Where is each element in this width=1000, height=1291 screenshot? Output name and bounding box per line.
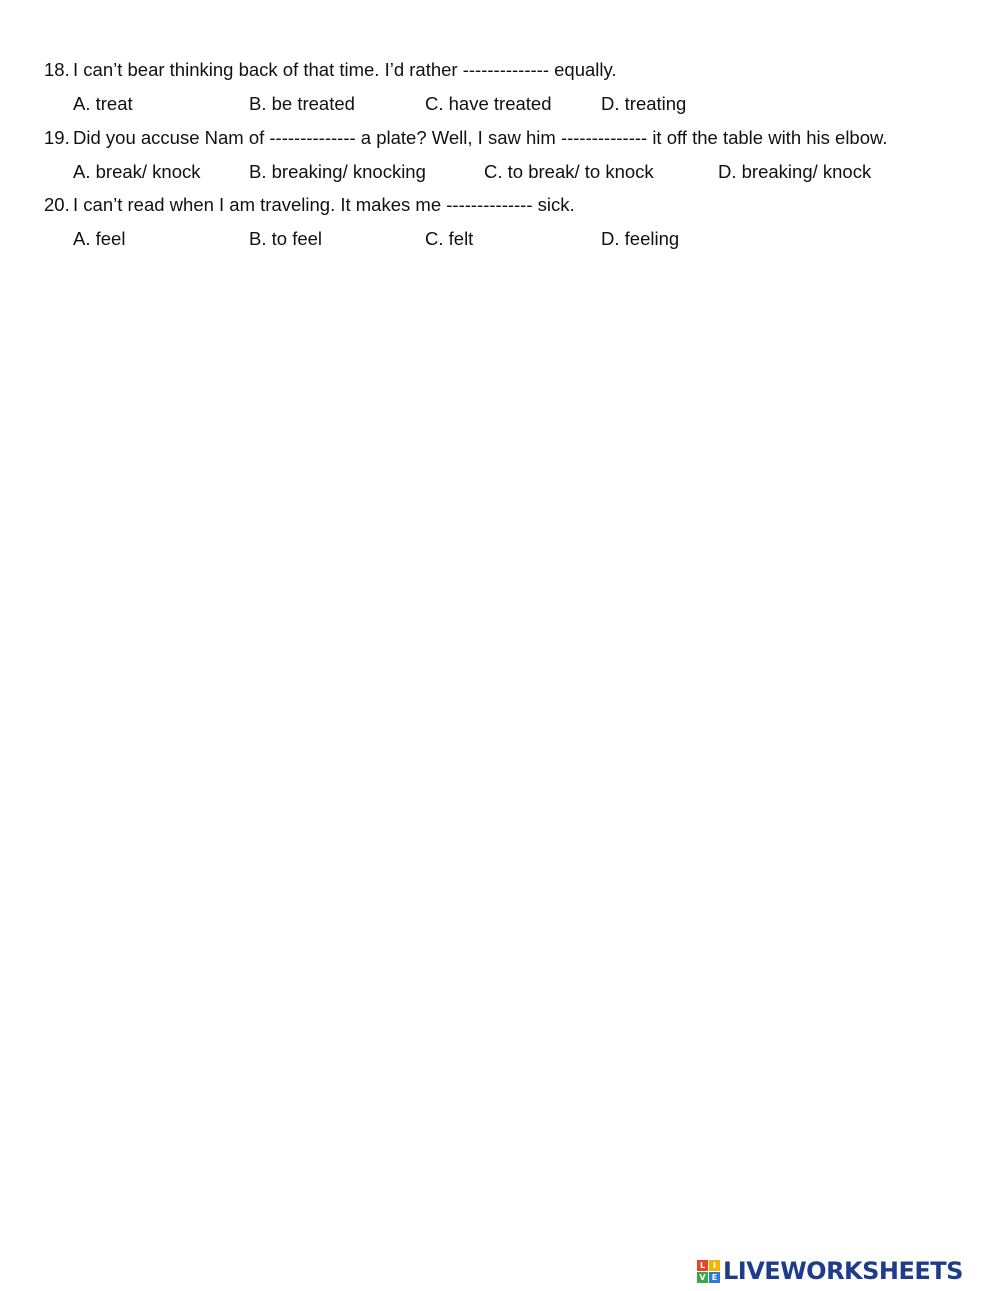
logo-mark-tile: V — [697, 1272, 708, 1283]
option-18-c: C. have treated — [425, 93, 552, 114]
logo-mark-tile: E — [709, 1272, 720, 1283]
question-19 — [44, 126, 888, 150]
logo-mark-tile: L — [697, 1260, 708, 1271]
option-19-c: C. to break/ to knock — [484, 161, 654, 182]
option-19-d: D. breaking/ knock — [718, 161, 872, 182]
option-18-d: D. treating — [601, 93, 687, 114]
logo-mark-tile: I — [709, 1260, 720, 1271]
question-text: I can’t bear thinking back of that time. I’d rather -------------- equally. — [73, 59, 617, 80]
question-number: 19. — [44, 127, 70, 148]
option-19-b: B. breaking/ knocking — [249, 161, 426, 182]
question-text: I can’t read when I am traveling. It makes me -------------- sick. — [73, 194, 575, 215]
question-20 — [44, 193, 575, 217]
question-18 — [44, 58, 617, 82]
liveworksheets-logo — [697, 1257, 963, 1285]
option-20-a: A. feel — [73, 228, 126, 249]
question-number: 18. — [44, 59, 70, 80]
option-20-b: B. to feel — [249, 228, 323, 249]
logo-mark-icon — [697, 1260, 720, 1283]
question-number: 20. — [44, 194, 70, 215]
logo-text: LIVEWORKSHEETS — [723, 1257, 963, 1285]
option-20-c: C. felt — [425, 228, 474, 249]
option-20-d: D. feeling — [601, 228, 680, 249]
question-text: Did you accuse Nam of -------------- a plate? Well, I saw him -------------- it off the table with his elbow. — [73, 127, 888, 148]
option-18-a: A. treat — [73, 93, 133, 114]
option-18-b: B. be treated — [249, 93, 355, 114]
option-19-a: A. break/ knock — [73, 161, 201, 182]
